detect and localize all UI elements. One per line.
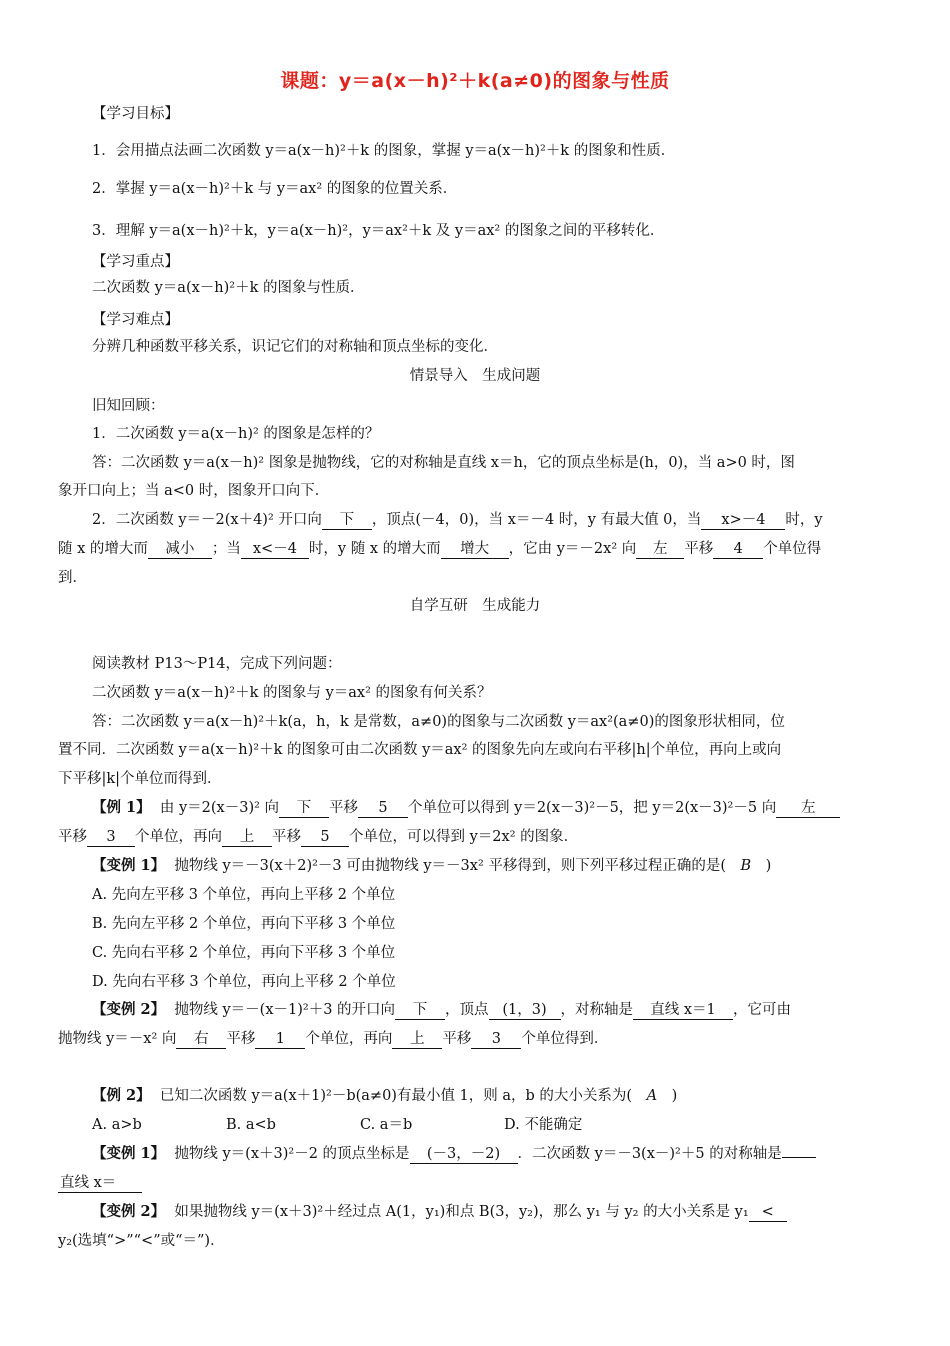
- example1-blank-3: 左: [776, 799, 840, 818]
- example2-option-c: C. a＝b: [360, 1117, 413, 1133]
- variant4-text-1: 如果抛物线 y＝(x＋3)²＋经过点 A(1，y₁)和点 B(3，y₂)，那么 y₁ 与 y₂ 的大小关系是 y₁: [174, 1204, 749, 1220]
- example1-blank-6: 5: [301, 828, 349, 847]
- review-question-2-line2: [58, 539, 821, 559]
- reading-instruction: 阅读教材 P13～P14，完成下列问题：: [92, 656, 342, 672]
- q2-l2-text-3: 时，y 随 x 的增大而: [308, 541, 441, 557]
- q2-l2-text-2: ；当: [211, 541, 241, 557]
- variant1-option-b: B. 先向左平移 2 个单位，再向下平移 3 个单位: [92, 916, 396, 932]
- example2-close: ): [657, 1088, 678, 1104]
- example1-l2-text-2: 个单位，再向: [135, 829, 222, 845]
- variant2-text-3: ，对称轴是: [560, 1002, 634, 1018]
- example1-l2-text-1: 平移: [58, 829, 87, 845]
- objective-item-1: 1．会用描点法画二次函数 y＝a(x－h)²＋k 的图象，掌握 y＝a(x－h)²＋k 的图象和性质．: [92, 143, 676, 159]
- variant1-option-d: D. 先向右平移 3 个单位，再向上平移 2 个单位: [92, 974, 396, 990]
- variant1-close: ): [751, 858, 772, 874]
- review-answer-1-line2: 象开口向上；当 a<0 时，图象开口向下．: [58, 483, 330, 499]
- q2-l2-text-1: 随 x 的增大而: [58, 541, 148, 557]
- q2-l2-text-5: 平移: [684, 541, 714, 557]
- variant2-tag: 【变例 2】: [92, 1001, 166, 1018]
- example1-blank-5: 上: [222, 828, 272, 847]
- q2-l2-text-6: 个单位得: [763, 541, 822, 557]
- variant2-l2-text-2: 平移: [226, 1031, 256, 1047]
- variant2-l2-text-5: 个单位得到．: [521, 1031, 609, 1047]
- variant3-text-1: 抛物线 y＝(x＋3)²－2 的顶点坐标是: [174, 1146, 410, 1162]
- variant2-line2: [58, 1029, 608, 1049]
- variant1-text: 抛物线 y＝－3(x＋2)²－3 可由抛物线 y＝－3x² 平移得到，则下列平移过程正确的是(: [174, 858, 741, 874]
- variant1-answer: B: [740, 858, 752, 874]
- example2-question: [92, 1086, 677, 1106]
- q2-l2-text-4: ，它由 y＝－2x² 向: [508, 541, 637, 557]
- section2-heading: 自学互研 生成能力: [409, 598, 541, 614]
- variant3-text-2: ．二次函数 y＝－3(x－)²＋5 的对称轴是: [517, 1146, 782, 1162]
- example1-blank-4: 3: [87, 828, 135, 847]
- q2-blank-left: 左: [636, 540, 684, 559]
- variant4-blank-compare: <: [749, 1203, 787, 1222]
- example2-answer: A: [646, 1088, 658, 1104]
- variant2-line1: [92, 1000, 791, 1020]
- example1-line1: [92, 798, 840, 818]
- variant2-l2-text-4: 平移: [442, 1031, 472, 1047]
- variant2-l2-text-1: 抛物线 y＝－x² 向: [58, 1031, 177, 1047]
- variant2-blank-3: 直线 x＝1: [633, 1001, 733, 1020]
- example1-text-1: 由 y＝2(x－3)² 向: [159, 800, 280, 816]
- review-answer-1-line1: 答：二次函数 y＝a(x－h)² 图象是抛物线，它的对称轴是直线 x＝h，它的顶点坐标是(h，0)，当 a>0 时，图: [92, 455, 795, 471]
- variant4-line2: y₂(选填“>”“<”或“＝”)．: [58, 1233, 225, 1249]
- variant2-blank-1: 下: [395, 1001, 445, 1020]
- q2-text-3: 时，y: [785, 512, 823, 528]
- variant2-text-1: 抛物线 y＝－(x－1)²＋3 的开口向: [174, 1002, 396, 1018]
- review-question-1: 1．二次函数 y＝a(x－h)² 的图象是怎样的？: [92, 426, 380, 442]
- example1-l2-text-3: 平移: [272, 829, 301, 845]
- variant1-tag: 【变例 1】: [92, 857, 166, 874]
- review-question-2-line3: 到．: [58, 570, 87, 586]
- q2-text-1: 2．二次函数 y＝－2(x＋4)² 开口向: [92, 512, 322, 528]
- variant3-blank-vertex: (－3，－2): [410, 1145, 518, 1164]
- q2-blank-units: 4: [713, 540, 763, 559]
- relation-question: 二次函数 y＝a(x－h)²＋k 的图象与 y＝ax² 的图象有何关系？: [92, 685, 492, 701]
- page-title: 课题：y＝a(x－h)²＋k(a≠0)的图象与性质: [280, 70, 670, 92]
- example2-option-b: B. a<b: [226, 1117, 276, 1133]
- q2-blank-decrease: 减小: [148, 540, 212, 559]
- variant3-line2: [58, 1173, 142, 1193]
- objective-item-3: 3．理解 y＝a(x－h)²＋k，y＝a(x－h)²，y＝ax²＋k 及 y＝ax² 的图象之间的平移转化．: [92, 223, 665, 239]
- relation-answer-line2: 置不同．二次函数 y＝a(x－h)²＋k 的图象可由二次函数 y＝ax² 的图象先向左或向右平移|h|个单位，再向上或向: [58, 742, 782, 758]
- variant3-blank-tail: [782, 1157, 816, 1158]
- variant3-blank-axis: 直线 x＝: [58, 1174, 142, 1193]
- variant4-line1: [92, 1202, 787, 1222]
- variant1-option-a: A. 先向左平移 3 个单位，再向上平移 2 个单位: [92, 887, 396, 903]
- q2-blank-direction: 下: [322, 511, 372, 530]
- variant2-blank-7: 3: [471, 1030, 521, 1049]
- objectives-heading: 【学习目标】: [92, 106, 179, 122]
- difficulties-text: 分辨几种函数平移关系，识记它们的对称轴和顶点坐标的变化．: [92, 339, 498, 355]
- example1-text-3: 个单位可以得到 y＝2(x－3)²－5，把 y＝2(x－3)²－5 向: [408, 800, 777, 816]
- q2-blank-range-1: x>－4: [701, 511, 785, 530]
- variant2-blank-6: 上: [392, 1030, 442, 1049]
- variant2-blank-5: 1: [255, 1030, 305, 1049]
- example2-option-d: D. 不能确定: [504, 1117, 583, 1133]
- variant2-l2-text-3: 个单位，再向: [305, 1031, 393, 1047]
- section1-heading: 情景导入 生成问题: [409, 368, 541, 384]
- relation-answer-line3: 下平移|k|个单位而得到．: [58, 771, 222, 787]
- q2-blank-increase: 增大: [441, 540, 509, 559]
- example1-line2: [58, 827, 578, 847]
- variant1-question: [92, 856, 771, 876]
- variant2-blank-2: (1，3): [489, 1001, 561, 1020]
- variant4-tag: 【变例 2】: [92, 1203, 166, 1220]
- variant1-option-c: C. 先向右平移 2 个单位，再向下平移 3 个单位: [92, 945, 396, 961]
- objective-item-2: 2．掌握 y＝a(x－h)²＋k 与 y＝ax² 的图象的位置关系．: [92, 181, 458, 197]
- variant2-text-2: ，顶点: [445, 1002, 489, 1018]
- key-points-text: 二次函数 y＝a(x－h)²＋k 的图象与性质．: [92, 280, 365, 296]
- example1-blank-2: 5: [358, 799, 408, 818]
- relation-answer-line1: 答：二次函数 y＝a(x－h)²＋k(a，h，k 是常数，a≠0)的图象与二次函数 y＝ax²(a≠0)的图象形状相同，位: [92, 714, 785, 730]
- review-label: 旧知回顾：: [92, 398, 165, 414]
- example1-text-2: 平移: [329, 800, 359, 816]
- q2-blank-range-2: x<－4: [241, 540, 309, 559]
- example1-blank-1: 下: [279, 799, 329, 818]
- example1-tag: 【例 1】: [92, 799, 151, 816]
- key-points-heading: 【学习重点】: [92, 254, 179, 270]
- example2-tag: 【例 2】: [92, 1087, 151, 1104]
- example1-l2-text-4: 个单位，可以得到 y＝2x² 的图象．: [349, 829, 579, 845]
- example2-option-a: A. a>b: [92, 1117, 142, 1133]
- example2-options: [92, 1115, 582, 1135]
- review-question-2-line1: [92, 510, 823, 530]
- variant3-line1: [92, 1144, 816, 1164]
- variant2-blank-4: 右: [176, 1030, 226, 1049]
- q2-text-2: ，顶点(－4，0)，当 x＝－4 时，y 有最大值 0，当: [371, 512, 702, 528]
- example2-text: 已知二次函数 y＝a(x＋1)²－b(a≠0)有最小值 1，则 a，b 的大小关系为(: [159, 1088, 647, 1104]
- variant3-tag: 【变例 1】: [92, 1145, 166, 1162]
- difficulties-heading: 【学习难点】: [92, 312, 179, 328]
- variant2-text-4: ，它可由: [733, 1002, 792, 1018]
